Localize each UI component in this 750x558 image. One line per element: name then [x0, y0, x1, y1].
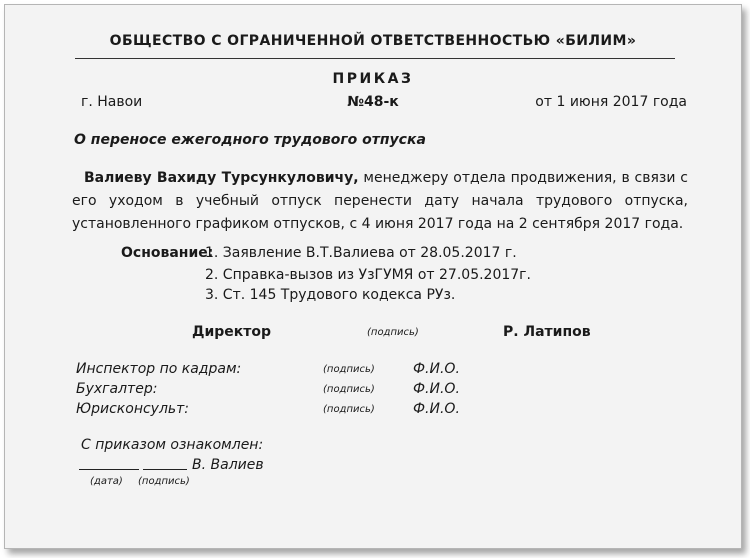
basis-label: Основание:: [121, 245, 214, 261]
order-body: [72, 167, 688, 236]
basis-item: 1. Заявление В.Т.Валиева от 28.05.2017 г.: [205, 245, 517, 261]
approver-name: Ф.И.О.: [413, 401, 460, 417]
approver-role: Инспектор по кадрам:: [76, 361, 242, 377]
date-caption: (дата): [90, 476, 123, 487]
approver-signature-caption: (подпись): [323, 364, 375, 375]
order-date: от 1 июня 2017 года: [535, 94, 687, 110]
approver-role: Юрисконсульт:: [76, 401, 190, 417]
date-line: [79, 469, 139, 470]
order-subject: О переносе ежегодного трудового отпуска: [74, 132, 426, 148]
signature-caption: (подпись): [138, 476, 190, 487]
director-signature-caption: (подпись): [367, 327, 419, 338]
approver-name: Ф.И.О.: [413, 361, 460, 377]
document-title: ПРИКАЗ: [332, 71, 414, 87]
order-text: менеджеру отдела продвижения, в связи с его уходом в учебный отпуск перенести дату начала трудового отпуска, установленного графиком отпусков, с 4 июня 2017 года на 2 сентября 2017 года.: [72, 170, 688, 232]
order-number: №48-к: [347, 94, 399, 110]
acknowledger-name: В. Валиев: [192, 457, 264, 473]
header-rule: [75, 58, 675, 59]
approver-name: Ф.И.О.: [413, 381, 460, 397]
approver-role: Бухгалтер:: [76, 381, 158, 397]
signature-line: [143, 469, 187, 470]
approver-signature-caption: (подпись): [323, 404, 375, 415]
basis-item: 2. Справка-вызов из УзГУМЯ от 27.05.2017г.: [205, 267, 531, 283]
document-page: [4, 4, 742, 549]
organization-name: ОБЩЕСТВО С ОГРАНИЧЕННОЙ ОТВЕТСТВЕННОСТЬЮ «БИЛИМ»: [109, 33, 637, 49]
approver-signature-caption: (подпись): [323, 384, 375, 395]
city: г. Навои: [81, 94, 143, 110]
director-name: Р. Латипов: [503, 324, 591, 340]
acknowledgement-label: С приказом ознакомлен:: [81, 437, 264, 453]
addressee-name: Валиеву Вахиду Турсункуловичу,: [84, 170, 359, 186]
director-label: Директор: [192, 324, 272, 340]
basis-item: 3. Ст. 145 Трудового кодекса РУз.: [205, 287, 456, 303]
